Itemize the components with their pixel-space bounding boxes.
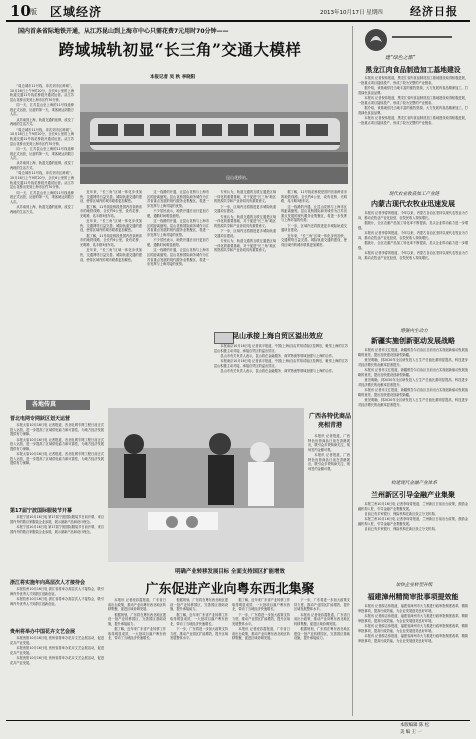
news-brief-item-4-body: 本报贵阳10月16日电 贵州省将举办花卉文艺会展活动，促进花卉产业发展。 本报贵阳10月16日电 贵州省将举办花卉文艺会展活动，促进花卉产业发展。 本报贵阳10月16日电 贵州省将举办花卉文艺会展活动，促进花卉产业发展。: [10, 636, 104, 665]
lead-column-1: “周边城市11号线，冲次到市区跨城”。10月16日上午9时20分，全长6公里的上海轨道交通11号线花桥段开通试运营。从江苏昆山花桥出发到上海市区约70分钟。 同一天，江苏昆山至上海的11号线延伸段正式运营，运营的第一天，乘客就达到数万人次。 从苏南到上海，轨道交通的延伸，改变了两地的生活方式。 “周边城市11号线，冲次到市区跨城”。10月16日上午9时20分，全长6公里的上海轨道交通11号线花桥段开通试运营。从江苏昆山花桥出发到上海市区约70分钟。 同一天，江苏昆山至上海的11号线延伸段正式运营，运营的第一天，乘客就达到数万人次。 从苏南到上海，轨道交通的延伸，改变了两地的生活方式。 “周边城市11号线，冲次到市区跨城”。10月16日上午9时20分，全长6公里的上海轨道交通11号线花桥段开通试运营。从江苏昆山花桥出发到上海市区约70分钟。 同一天，江苏昆山至上海的11号线延伸段正式运营，运营的第一天，乘客就达到数万人次。 从苏南到上海，轨道交通的延伸，改变了两地的生活方式。: [10, 84, 74, 214]
bottom-column-3: 据了解，近年来广东省产业转移工作取得明显成效，一大批项目落户粤东西北，带动了当地经济快速增长。 下一步，广东将进一步加大政策支持力度，推动产业园区扩能增效，提升区域发展整体水平。 本报讯 记者庞彩霞报道，广东省日前出台政策，推动产业向粤东西北地区转移集聚，促进区域协调发展。: [232, 598, 290, 641]
sidebar-4-title: 福建漳州精简审批事项提效能: [367, 593, 459, 601]
bottom-column-2: 根据规划，广东将在粤东西北地区建设一批产业转移园区，完善园区基础设施，提升承接能力。 据了解，近年来广东省产业转移工作取得明显成效，一大批项目落户粤东西北，带动了当地经济快速增长。 下一步，广东将进一步加大政策支持力度，推动产业园区扩能增效，提升区域发展整体水平。: [170, 598, 228, 641]
sidebar-4-deck: 加快企业转型升级: [395, 583, 433, 588]
lead-column-5: 据了解，11号线花桥段是国内首条跨省市的地铁线路，全长约6公里，设有花桥、光明路、兆丰路3座车站。 这一线路的开通，让昆山花桥与上海市区的距离缩短。昆山花桥国际商务城作为江苏省重点发展的现代服务业集聚区，将进一步发挥与上海对接的优势。 下一步，区域内还将推进更多城际轨道交通项目建设。 近年来，“长三角”区域一体化步伐加快，交通网络日益完善。城际轨道交通的建设，使得区域内的城市联系更加紧密。: [281, 190, 347, 247]
zone-heading: 昆山承接上海自贸区溢出效应: [232, 332, 323, 340]
lead-photo: [80, 84, 348, 184]
sidebar-2-deck: 增强内生动力: [400, 329, 428, 334]
ad-photo: [108, 408, 304, 562]
news-brief-header: 各地传真: [26, 400, 90, 410]
sidebar-4-body: 本报讯 记者薛志伟报道，福建省漳州市大力推进行政审批制度改革，精简审批事项，提高行政效能，为企业发展创造良好环境。 本报讯 记者薛志伟报道，福建省漳州市大力推进行政审批制度改革，精简审批事项，提高行政效能，为企业发展创造良好环境。 本报讯 记者薛志伟报道，福建省漳州市大力推进行政审批制度改革，精简审批事项，提高行政效能，为企业发展创造良好环境。 本报讯 记者薛志伟报道，福建省漳州市大力推进行政审批制度改革，精简审批事项，提高行政效能，为企业发展创造良好环境。: [358, 604, 468, 643]
footer-editor: 本版编辑 陈 松: [400, 723, 430, 728]
zone-badge: [214, 332, 234, 344]
sidebar-brand-logo: [362, 26, 462, 54]
sidebar-brand-title: 黑龙江肉食品制造加工基地建设: [365, 66, 461, 74]
bottom-column-4: 下一步，广东将进一步加大政策支持力度，推动产业园区扩能增效，提升区域发展整体水平。 本报讯 记者庞彩霞报道，广东省日前出台政策，推动产业向粤东西北地区转移集聚，促进区域协调发展。 根据规划，广东将在粤东西北地区建设一批产业转移园区，完善园区基础设施，提升承接能力。: [294, 598, 350, 641]
photo-caption: 昆山花桥站。: [226, 175, 250, 180]
news-brief-item-2-title: 第17届宁波国际服装节开幕: [10, 508, 72, 514]
exhibition-photo-illustration: [108, 408, 304, 562]
ad-body: 本报讯 记者报道，广西特色优势商品日前在香港展出，吸引众多采购商关注，现场签约金额可观。 本报讯 记者报道，广西特色优势商品日前在香港展出，吸引众多采购商关注，现场签约金额可观。: [308, 434, 350, 471]
ad-title-line-2: 亮相青港: [317, 422, 342, 429]
news-brief-item-4-title: 贵州将举办中国花卉文艺会展: [10, 629, 76, 635]
ad-title: [308, 412, 352, 430]
sidebar-3-body: 本报兰州10月16日电 记者李琛奇报道，兰州新区日前出台政策，鼓励金融机构入驻，引导金融产业集聚发展。 目前已有多家银行、保险机构在新区设立分支机构。 本报兰州10月16日电 记者李琛奇报道，兰州新区日前出台政策，鼓励金融机构入驻，引导金融产业集聚发展。 目前已有多家银行、保险机构在新区设立分支机构。: [358, 502, 468, 532]
sidebar-brand-tag: 建“绿色之都”: [385, 55, 416, 61]
lead-column-2: 近年来，“长三角”区域一体化步伐加快，交通网络日益完善。城际轨道交通的建设，使得区域内的城市联系更加紧密。 据了解，11号线花桥段是国内首条跨省市的地铁线路，全长约6公里，设有花桥、光明路、兆丰路3座车站。 近年来，“长三角”区域一体化步伐加快，交通网络日益完善。城际轨道交通的建设，使得区域内的城市联系更加紧密。 据了解，11号线花桥段是国内首条跨省市的地铁线路，全长约6公里，设有花桥、光明路、兆丰路3座车站。 近年来，“长三角”区域一体化步伐加快，交通网络日益完善。城际轨道交通的建设，使得区域内的城市联系更加紧密。: [80, 190, 142, 262]
ad-title-line-1: 广西各特优商品: [308, 413, 351, 420]
section-title: 区域经济: [50, 5, 103, 19]
sidebar-2-title: 新疆实施创新驱动发展战略: [371, 337, 455, 345]
footer-rule: [6, 720, 470, 721]
footer-designer: 美 编 王 一: [400, 730, 422, 735]
news-brief-item-3-body: 本报杭州10月16日电 浙江省将举办高层次人才接待会，吸引海内外优秀人才到浙江创新创业。 本报杭州10月16日电 浙江省将举办高层次人才接待会，吸引海内外优秀人才到浙江创新创业。: [10, 587, 104, 606]
lead-kicker: 国内首条省际地铁开通，从江苏昆山到上海市中心只需花费7元用时70分钟——: [18, 28, 229, 35]
sidebar-brand-body: 本报讯 记者倪伟报道，黑龙江省肉食品制造加工基地建设取得积极进展，一批重点项目陆续投产，形成了较为完整的产业链条。 据介绍，该基地依托当地丰富的畜牧资源，大力发展肉食品精深加工，打造绿色食品品牌。 本报讯 记者倪伟报道，黑龙江省肉食品制造加工基地建设取得积极进展，一批重点项目陆续投产，形成了较为完整的产业链条。 据介绍，该基地依托当地丰富的畜牧资源，大力发展肉食品精深加工，打造绿色食品品牌。 本报讯 记者倪伟报道，黑龙江省肉食品制造加工基地建设取得积极进展，一批重点项目陆续投产，形成了较为完整的产业链条。: [358, 76, 468, 125]
green-logo-icon: [362, 26, 462, 54]
subway-train-illustration: [80, 84, 348, 184]
masthead: [0, 0, 476, 22]
lead-byline: 本报记者 吴 秋 李晓阳: [150, 75, 196, 80]
issue-date: 2013年10月17日 星期四: [320, 10, 383, 16]
sidebar-divider: [352, 26, 353, 716]
bottom-column-1: 本报讯 记者庞彩霞报道，广东省日前出台政策，推动产业向粤东西北地区转移集聚，促进区域协调发展。 根据规划，广东将在粤东西北地区建设一批产业转移园区，完善园区基础设施，提升承接能力。 据了解，近年来广东省产业转移工作取得明显成效，一大批项目落户粤东西北，带动了当地经济快速增长。: [108, 598, 166, 641]
zone-body: 本报南京10月16日电 记者高平报道，中国(上海)自由贸易试验区挂牌后，毗邻上海的江苏昆山积极主动对接，承接自贸区的溢出效应。 昆山市有关负责人表示，昆山将在金融服务、商贸物流等领域加强与上海的合作。 本报南京10月16日电 记者高平报道，中国(上海)自由贸易试验区挂牌后，毗邻上海的江苏昆山积极主动对接，承接自贸区的溢出效应。 昆山市有关负责人表示，昆山将在金融服务、商贸物流等领域加强与上海的合作。: [214, 344, 348, 374]
sidebar-1-deck: 现代农业收获加工产业链: [388, 192, 440, 197]
lead-column-3: 这一线路的开通，让昆山花桥与上海市区的距离缩短。昆山花桥国际商务城作为江苏省重点发展的现代服务业集聚区，将进一步发挥与上海对接的优势。 不少居民表示，地铁开通后出行更加方便，通勤时间明显缩短。 这一线路的开通，让昆山花桥与上海市区的距离缩短。昆山花桥国际商务城作为江苏省重点发展的现代服务业集聚区，将进一步发挥与上海对接的优势。 不少居民表示，地铁开通后出行更加方便，通勤时间明显缩短。 这一线路的开通，让昆山花桥与上海市区的距离缩短。昆山花桥国际商务城作为江苏省重点发展的现代服务业集聚区，将进一步发挥与上海对接的优势。: [147, 190, 209, 267]
news-brief-item-1-body: 本报太原10月16日电 记者报道，晋北电网专网工程日前正式投入运营，进一步提高了区域供电能力和可靠性，为地方经济发展提供有力保障。 本报太原10月16日电 记者报道，晋北电网专网工程日前正式投入运营，进一步提高了区域供电能力和可靠性，为地方经济发展提供有力保障。 本报太原10月16日电 记者报道，晋北电网专网工程日前正式投入运营，进一步提高了区域供电能力和可靠性，为地方经济发展提供有力保障。: [10, 423, 104, 466]
news-brief-item-1-title: 晋北电网专网跃区划天运营: [10, 416, 71, 422]
sidebar-3-deck: 构建现代金融产业体系: [391, 481, 437, 486]
masthead-rule: [6, 20, 470, 22]
sidebar-3-title: 兰州新区引导金融产业集聚: [371, 491, 455, 499]
lead-column-4: 专家认为，轨道交通的互联互通是区域一体化的重要基础，对于促进“长三角”地区的资源共享和产业协同具有重要意义。 下一步，区域内还将推进更多城际轨道交通项目建设。 专家认为，轨道交通的互联互通是区域一体化的重要基础，对于促进“长三角”地区的资源共享和产业协同具有重要意义。 下一步，区域内还将推进更多城际轨道交通项目建设。 专家认为，轨道交通的互联互通是区域一体化的重要基础，对于促进“长三角”地区的资源共享和产业协同具有重要意义。: [214, 190, 276, 253]
newspaper-name: 经济日报: [410, 5, 458, 18]
sidebar-1-title: 内蒙古现代农牧业迅速发展: [371, 200, 455, 208]
ad-caption: 明确产业转移发展目标 全面支持国区扩能增效: [175, 569, 285, 575]
page-unit: 版: [30, 8, 37, 16]
sidebar-1-body: 本报讯 记者李春风报道，今年以来，内蒙古自治区坚持以现代农牧业为方向，推动农牧业产业化经营，农牧民收入持续增长。 据统计，全区农畜产品加工转化率不断提高，龙头企业带动能力进一步增强。 本报讯 记者李春风报道，今年以来，内蒙古自治区坚持以现代农牧业为方向，推动农牧业产业化经营，农牧民收入持续增长。 据统计，全区农畜产品加工转化率不断提高，龙头企业带动能力进一步增强。 本报讯 记者李春风报道，今年以来，内蒙古自治区坚持以现代农牧业为方向，推动农牧业产业化经营，农牧民收入持续增长。: [358, 211, 468, 260]
page-number: 10: [10, 2, 31, 20]
lead-headline: 跨域城轨初显“长三角”交通大模样: [58, 40, 302, 59]
news-brief-item-3-title: 浙江将实施年向高层次人才接待会: [10, 580, 86, 586]
news-brief-item-2-body: 本报宁波10月16日电 第17届宁波国际服装节日前开幕，来自国内外的数百家服装企业参展，展示最新产品和设计理念。 本报宁波10月16日电 第17届宁波国际服装节日前开幕，来自国内外的数百家服装企业参展，展示最新产品和设计理念。: [10, 515, 104, 534]
sidebar-2-body: 本报讯 记者乔文汇报道，新疆维吾尔自治区日前出台实施创新驱动发展战略的意见，提出加快建设创新型新疆。 意见明确，到2020年全区研发投入占生产总值比重明显提高，科技进步对经济增长的贡献率显著提升。 本报讯 记者乔文汇报道，新疆维吾尔自治区日前出台实施创新驱动发展战略的意见，提出加快建设创新型新疆。 意见明确，到2020年全区研发投入占生产总值比重明显提高，科技进步对经济增长的贡献率显著提升。 本报讯 记者乔文汇报道，新疆维吾尔自治区日前出台实施创新驱动发展战略的意见，提出加快建设创新型新疆。 意见明确，到2020年全区研发投入占生产总值比重明显提高，科技进步对经济增长的贡献率显著提升。: [358, 348, 468, 407]
bottom-headline: 广东促进产业向粤东西北集聚: [145, 582, 315, 597]
